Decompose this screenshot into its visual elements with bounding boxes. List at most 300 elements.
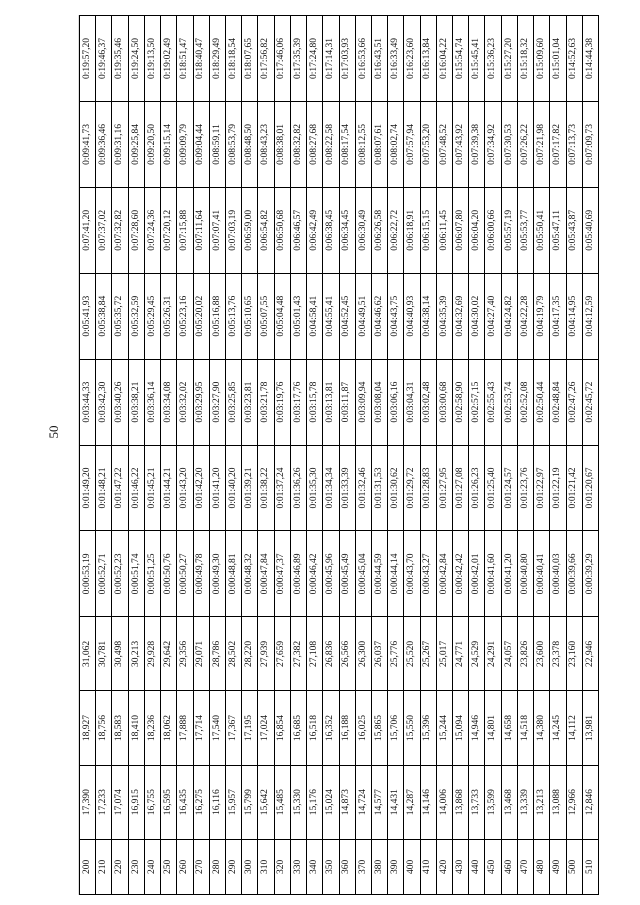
table-cell: 0:00:52,23 (112, 531, 128, 617)
table-cell: 0:08:27,68 (307, 101, 323, 187)
table-cell: 320 (274, 839, 290, 894)
table-cell: 14,431 (388, 765, 404, 839)
table-cell: 16,755 (144, 765, 160, 839)
table-cell: 0:00:46,42 (307, 531, 323, 617)
table-cell: 0:07:48,52 (436, 101, 452, 187)
table-row (144, 16, 160, 895)
table-cell: 17,714 (193, 691, 209, 765)
table-cell: 0:19:13,50 (144, 16, 160, 102)
table-cell: 23,160 (566, 617, 582, 691)
table-cell: 0:00:49,30 (209, 531, 225, 617)
table-cell: 0:01:21,42 (566, 445, 582, 531)
table-cell: 420 (436, 839, 452, 894)
table-row (96, 16, 112, 895)
table-cell: 0:00:40,80 (517, 531, 533, 617)
table-cell: 0:07:21,98 (534, 101, 550, 187)
table-cell: 0:18:40,47 (193, 16, 209, 102)
table-cell: 0:00:42,42 (453, 531, 469, 617)
table-cell: 0:06:59,00 (242, 187, 258, 273)
table-cell: 0:17:56,82 (258, 16, 274, 102)
table-cell: 0:16:33,49 (388, 16, 404, 102)
table-cell: 0:03:42,30 (96, 359, 112, 445)
table-cell: 0:00:40,41 (534, 531, 550, 617)
table-cell: 450 (485, 839, 501, 894)
table-cell: 0:01:24,57 (501, 445, 517, 531)
table-cell: 500 (566, 839, 582, 894)
table-cell: 26,566 (339, 617, 355, 691)
table-cell: 0:01:31,53 (371, 445, 387, 531)
table-cell: 0:03:17,76 (290, 359, 306, 445)
table-cell: 16,685 (290, 691, 306, 765)
table-cell: 17,540 (209, 691, 225, 765)
table-row (566, 16, 582, 895)
table-cell: 0:00:45,04 (355, 531, 371, 617)
table-cell: 0:06:50,68 (274, 187, 290, 273)
table-cell: 0:16:13,84 (420, 16, 436, 102)
table-cell: 0:15:01,04 (550, 16, 566, 102)
table-cell: 0:17:46,06 (274, 16, 290, 102)
table-cell: 14,577 (371, 765, 387, 839)
table-cell: 0:03:40,26 (112, 359, 128, 445)
table-cell: 0:05:29,45 (144, 273, 160, 359)
table-cell: 0:16:23,60 (404, 16, 420, 102)
table-cell: 27,659 (274, 617, 290, 691)
table-cell: 14,801 (485, 691, 501, 765)
table-cell: 13,868 (453, 765, 469, 839)
table-cell: 0:00:51,74 (128, 531, 144, 617)
table-cell: 0:03:06,16 (388, 359, 404, 445)
table-cell: 460 (501, 839, 517, 894)
table-cell: 16,915 (128, 765, 144, 839)
table-row (534, 16, 550, 895)
table-cell: 0:00:51,25 (144, 531, 160, 617)
table-cell: 350 (323, 839, 339, 894)
table-cell: 0:05:32,59 (128, 273, 144, 359)
table-row (323, 16, 339, 895)
table-row (225, 16, 241, 895)
table-cell: 14,245 (550, 691, 566, 765)
table-cell: 14,146 (420, 765, 436, 839)
table-cell: 0:01:44,21 (161, 445, 177, 531)
table-cell: 17,233 (96, 765, 112, 839)
table-cell: 0:00:53,19 (80, 531, 96, 617)
table-cell: 30,781 (96, 617, 112, 691)
table-cell: 0:07:13,73 (566, 101, 582, 187)
table-cell: 0:04:24,82 (501, 273, 517, 359)
table-cell: 15,706 (388, 691, 404, 765)
table-cell: 0:03:00,68 (436, 359, 452, 445)
table-cell: 0:03:08,04 (371, 359, 387, 445)
table-cell: 0:01:35,30 (307, 445, 323, 531)
table-cell: 230 (128, 839, 144, 894)
table-row (242, 16, 258, 895)
table-cell: 0:19:02,49 (161, 16, 177, 102)
table-cell: 22,946 (582, 617, 598, 691)
table-cell: 0:08:22,58 (323, 101, 339, 187)
table-cell: 0:08:38,01 (274, 101, 290, 187)
table-cell: 0:15:36,23 (485, 16, 501, 102)
table-cell: 0:06:15,15 (420, 187, 436, 273)
table-cell: 0:17:35,39 (290, 16, 306, 102)
table-cell: 0:08:53,79 (225, 101, 241, 187)
table-cell: 30,213 (128, 617, 144, 691)
table-cell: 290 (225, 839, 241, 894)
table-cell: 23,378 (550, 617, 566, 691)
table-cell: 24,291 (485, 617, 501, 691)
table-cell: 0:00:44,59 (371, 531, 387, 617)
table-cell: 0:01:45,21 (144, 445, 160, 531)
table-cell: 17,390 (80, 765, 96, 839)
table-cell: 0:18:07,65 (242, 16, 258, 102)
table-cell: 0:07:34,92 (485, 101, 501, 187)
table-cell: 23,600 (534, 617, 550, 691)
table-cell: 430 (453, 839, 469, 894)
table-cell: 0:05:38,84 (96, 273, 112, 359)
table-cell: 0:01:41,20 (209, 445, 225, 531)
table-cell: 18,062 (161, 691, 177, 765)
table-cell: 14,112 (566, 691, 582, 765)
table-cell: 0:05:01,43 (290, 273, 306, 359)
table-cell: 0:15:45,41 (469, 16, 485, 102)
table-cell: 0:04:32,69 (453, 273, 469, 359)
table-cell: 0:00:47,37 (274, 531, 290, 617)
table-cell: 27,939 (258, 617, 274, 691)
table-cell: 0:06:42,49 (307, 187, 323, 273)
table-cell: 13,981 (582, 691, 598, 765)
table-cell: 0:05:13,76 (225, 273, 241, 359)
table-cell: 0:04:38,14 (420, 273, 436, 359)
table-cell: 260 (177, 839, 193, 894)
table-cell: 26,037 (371, 617, 387, 691)
table-row (258, 16, 274, 895)
table-row (355, 16, 371, 895)
table-cell: 0:17:03,93 (339, 16, 355, 102)
table-cell: 16,275 (193, 765, 209, 839)
table-cell: 0:00:40,03 (550, 531, 566, 617)
table-cell: 15,485 (274, 765, 290, 839)
table-row (112, 16, 128, 895)
table-cell: 0:08:48,50 (242, 101, 258, 187)
table-cell: 0:00:44,14 (388, 531, 404, 617)
table-cell: 470 (517, 839, 533, 894)
table-cell: 14,873 (339, 765, 355, 839)
table-cell: 440 (469, 839, 485, 894)
table-cell: 0:06:54,82 (258, 187, 274, 273)
table-rotated-container (79, 15, 599, 895)
table-cell: 0:00:45,96 (323, 531, 339, 617)
table-cell: 220 (112, 839, 128, 894)
table-cell: 0:07:28,60 (128, 187, 144, 273)
page-number: 50 (46, 425, 61, 439)
table-cell: 24,057 (501, 617, 517, 691)
table-cell: 26,300 (355, 617, 371, 691)
table-cell: 31,062 (80, 617, 96, 691)
table-cell: 0:04:58,41 (307, 273, 323, 359)
table-cell: 24,771 (453, 617, 469, 691)
table-row (177, 16, 193, 895)
table-cell: 16,188 (339, 691, 355, 765)
table-cell: 17,367 (225, 691, 241, 765)
table-cell: 0:15:18,32 (517, 16, 533, 102)
table-row (550, 16, 566, 895)
table-cell: 0:05:35,72 (112, 273, 128, 359)
table-cell: 330 (290, 839, 306, 894)
table-cell: 0:01:46,22 (128, 445, 144, 531)
table-cell: 16,116 (209, 765, 225, 839)
table-cell: 0:14:44,38 (582, 16, 598, 102)
table-cell: 0:16:04,22 (436, 16, 452, 102)
table-cell: 0:05:47,11 (550, 187, 566, 273)
table-cell: 15,094 (453, 691, 469, 765)
table-cell: 0:05:26,31 (161, 273, 177, 359)
table-cell: 0:02:58,90 (453, 359, 469, 445)
table-cell: 0:09:20,50 (144, 101, 160, 187)
table-cell: 0:05:04,48 (274, 273, 290, 359)
table-cell: 0:07:37,02 (96, 187, 112, 273)
table-cell: 510 (582, 839, 598, 894)
table-row (290, 16, 306, 895)
table-cell: 0:05:43,87 (566, 187, 582, 273)
table-cell: 0:02:45,72 (582, 359, 598, 445)
table-cell: 200 (80, 839, 96, 894)
table-cell: 0:15:54,74 (453, 16, 469, 102)
table-cell: 0:09:31,16 (112, 101, 128, 187)
table-cell: 0:01:40,20 (225, 445, 241, 531)
table-cell: 30,498 (112, 617, 128, 691)
table-cell: 0:18:29,49 (209, 16, 225, 102)
table-cell: 29,071 (193, 617, 209, 691)
table-cell: 0:04:55,41 (323, 273, 339, 359)
table-cell: 0:09:36,46 (96, 101, 112, 187)
table-cell: 0:01:33,39 (339, 445, 355, 531)
table-cell: 300 (242, 839, 258, 894)
table-cell: 0:04:40,93 (404, 273, 420, 359)
table-cell: 0:03:44,33 (80, 359, 96, 445)
table-cell: 0:06:26,58 (371, 187, 387, 273)
table-row (436, 16, 452, 895)
table-cell: 0:19:46,37 (96, 16, 112, 102)
table-cell: 0:05:40,69 (582, 187, 598, 273)
table-cell: 0:05:57,19 (501, 187, 517, 273)
table-cell: 0:00:52,71 (96, 531, 112, 617)
table-cell: 0:00:50,76 (161, 531, 177, 617)
table-cell: 18,583 (112, 691, 128, 765)
table-cell: 0:08:12,55 (355, 101, 371, 187)
table-cell: 0:15:27,20 (501, 16, 517, 102)
table-cell: 0:03:38,21 (128, 359, 144, 445)
table-cell: 13,468 (501, 765, 517, 839)
table-row (128, 16, 144, 895)
table-cell: 0:04:30,02 (469, 273, 485, 359)
table-cell: 0:01:37,24 (274, 445, 290, 531)
table-cell: 0:02:47,26 (566, 359, 582, 445)
table-cell: 0:19:57,20 (80, 16, 96, 102)
table-row (420, 16, 436, 895)
table-cell: 12,966 (566, 765, 582, 839)
table-cell: 0:04:35,39 (436, 273, 452, 359)
table-cell: 0:01:20,67 (582, 445, 598, 531)
table-cell: 0:04:46,62 (371, 273, 387, 359)
table-cell: 0:07:53,20 (420, 101, 436, 187)
table-cell: 0:00:41,60 (485, 531, 501, 617)
table-cell: 0:02:52,08 (517, 359, 533, 445)
table-cell: 0:00:49,78 (193, 531, 209, 617)
table-cell: 0:03:19,76 (274, 359, 290, 445)
table-cell: 17,888 (177, 691, 193, 765)
table-cell: 0:01:22,97 (534, 445, 550, 531)
table-cell: 14,946 (469, 691, 485, 765)
table-cell: 0:04:12,59 (582, 273, 598, 359)
table-cell: 29,642 (161, 617, 177, 691)
table-cell: 0:05:50,41 (534, 187, 550, 273)
table-cell: 0:09:15,14 (161, 101, 177, 187)
table-cell: 0:05:07,55 (258, 273, 274, 359)
table-cell: 0:07:15,88 (177, 187, 193, 273)
table-cell: 14,724 (355, 765, 371, 839)
table-cell: 0:03:25,85 (225, 359, 241, 445)
table-cell: 27,382 (290, 617, 306, 691)
table-cell: 0:06:38,45 (323, 187, 339, 273)
table-cell: 0:01:23,76 (517, 445, 533, 531)
table-row (388, 16, 404, 895)
table-cell: 0:00:43,27 (420, 531, 436, 617)
table-cell: 15,330 (290, 765, 306, 839)
scanned-page (78, 15, 599, 895)
table-cell: 28,786 (209, 617, 225, 691)
table-cell: 25,267 (420, 617, 436, 691)
table-cell: 0:00:45,49 (339, 531, 355, 617)
table-cell: 18,756 (96, 691, 112, 765)
table-cell: 0:19:24,50 (128, 16, 144, 102)
table-cell: 0:00:46,89 (290, 531, 306, 617)
table-cell: 27,108 (307, 617, 323, 691)
table-cell: 0:00:50,27 (177, 531, 193, 617)
table-cell: 26,836 (323, 617, 339, 691)
table-cell: 270 (193, 839, 209, 894)
table-cell: 0:05:23,16 (177, 273, 193, 359)
table-cell: 29,356 (177, 617, 193, 691)
table-cell: 13,088 (550, 765, 566, 839)
table-cell: 13,599 (485, 765, 501, 839)
table-cell: 0:17:24,80 (307, 16, 323, 102)
table-cell: 0:00:47,84 (258, 531, 274, 617)
table-cell: 28,502 (225, 617, 241, 691)
table-cell: 0:00:39,29 (582, 531, 598, 617)
table-cell: 0:14:52,63 (566, 16, 582, 102)
table-cell: 0:02:50,44 (534, 359, 550, 445)
table-cell: 0:05:10,65 (242, 273, 258, 359)
table-cell: 0:02:55,43 (485, 359, 501, 445)
table-row (307, 16, 323, 895)
table-cell: 0:18:18,54 (225, 16, 241, 102)
table-cell: 18,410 (128, 691, 144, 765)
table-cell: 0:06:00,66 (485, 187, 501, 273)
table-cell: 0:19:35,46 (112, 16, 128, 102)
table-cell: 0:06:18,91 (404, 187, 420, 273)
table-cell: 0:03:29,95 (193, 359, 209, 445)
table-cell: 0:17:14,31 (323, 16, 339, 102)
table-cell: 15,642 (258, 765, 274, 839)
table-cell: 280 (209, 839, 225, 894)
table-cell: 0:03:09,94 (355, 359, 371, 445)
table-cell: 0:05:16,88 (209, 273, 225, 359)
table-cell: 250 (161, 839, 177, 894)
table-row (209, 16, 225, 895)
table-cell: 23,826 (517, 617, 533, 691)
table-cell: 0:01:27,95 (436, 445, 452, 531)
table-cell: 0:01:29,72 (404, 445, 420, 531)
table-cell: 16,025 (355, 691, 371, 765)
table-cell: 17,195 (242, 691, 258, 765)
table-cell: 16,595 (161, 765, 177, 839)
table-cell: 24,529 (469, 617, 485, 691)
table-cell: 340 (307, 839, 323, 894)
table-cell: 0:02:48,84 (550, 359, 566, 445)
table-cell: 0:15:09,60 (534, 16, 550, 102)
table-cell: 0:00:48,32 (242, 531, 258, 617)
table-cell: 0:04:49,51 (355, 273, 371, 359)
table-cell: 13,213 (534, 765, 550, 839)
table-cell: 0:06:46,57 (290, 187, 306, 273)
table-cell: 0:07:17,82 (550, 101, 566, 187)
table-cell: 15,957 (225, 765, 241, 839)
table-cell: 390 (388, 839, 404, 894)
table-cell: 0:01:32,46 (355, 445, 371, 531)
table-cell: 0:08:07,61 (371, 101, 387, 187)
table-cell: 15,244 (436, 691, 452, 765)
table-cell: 18,927 (80, 691, 96, 765)
table-cell: 0:01:25,40 (485, 445, 501, 531)
table-cell: 0:07:20,12 (161, 187, 177, 273)
table-row (193, 16, 209, 895)
table-cell: 15,799 (242, 765, 258, 839)
table-cell: 13,339 (517, 765, 533, 839)
table-cell: 0:07:57,94 (404, 101, 420, 187)
table-cell: 0:08:59,11 (209, 101, 225, 187)
table-cell: 17,024 (258, 691, 274, 765)
table-cell: 0:16:53,66 (355, 16, 371, 102)
table-cell: 0:03:21,78 (258, 359, 274, 445)
table-cell: 16,518 (307, 691, 323, 765)
table-cell: 0:02:57,15 (469, 359, 485, 445)
table-cell: 0:03:04,31 (404, 359, 420, 445)
table-cell: 0:07:03,19 (225, 187, 241, 273)
table-cell: 0:07:32,82 (112, 187, 128, 273)
table-cell: 0:03:27,90 (209, 359, 225, 445)
table-cell: 0:03:15,78 (307, 359, 323, 445)
table-cell: 240 (144, 839, 160, 894)
table-cell: 0:09:09,79 (177, 101, 193, 187)
table-cell: 0:04:19,79 (534, 273, 550, 359)
table-cell: 0:02:53,74 (501, 359, 517, 445)
table-cell: 0:04:43,75 (388, 273, 404, 359)
table-cell: 0:01:36,26 (290, 445, 306, 531)
table-cell: 0:08:43,23 (258, 101, 274, 187)
table-cell: 0:06:22,72 (388, 187, 404, 273)
table-cell: 0:07:30,53 (501, 101, 517, 187)
table-cell: 0:06:07,80 (453, 187, 469, 273)
table-cell: 410 (420, 839, 436, 894)
table-row (404, 16, 420, 895)
table-row (582, 16, 598, 895)
table-row (469, 16, 485, 895)
table-cell: 14,006 (436, 765, 452, 839)
table-cell: 0:04:17,35 (550, 273, 566, 359)
table-cell: 0:07:39,38 (469, 101, 485, 187)
table-cell: 0:07:24,36 (144, 187, 160, 273)
table-cell: 370 (355, 839, 371, 894)
table-cell: 0:08:32,82 (290, 101, 306, 187)
